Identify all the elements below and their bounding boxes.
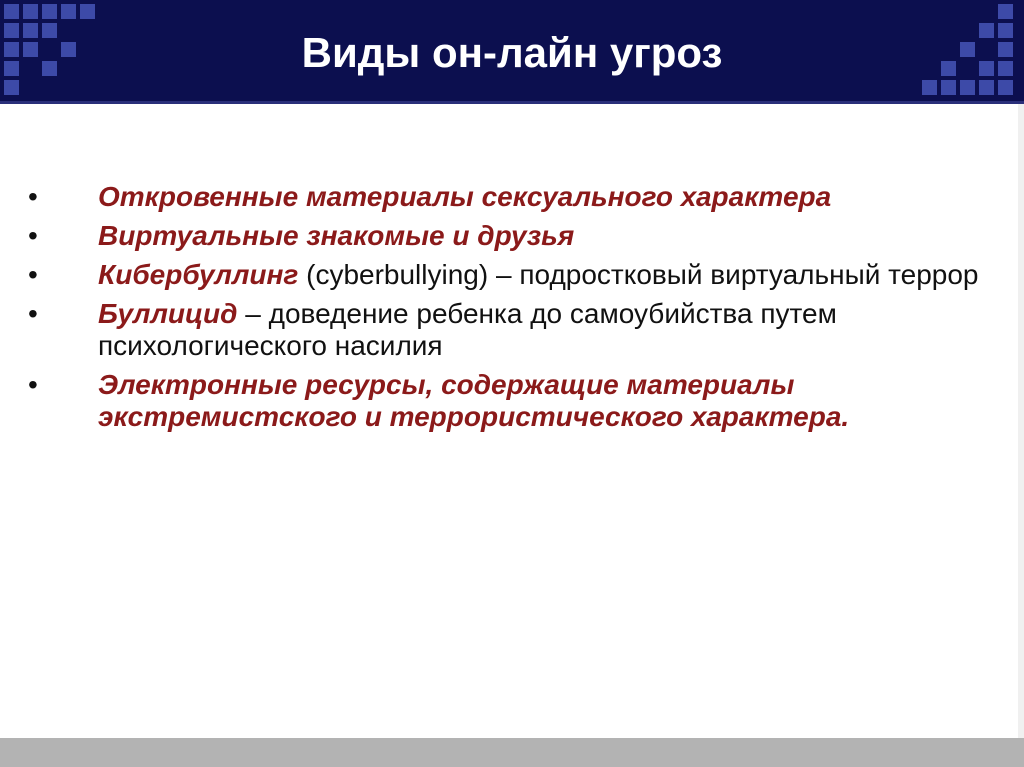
item-emphasis: Электронные ресурсы, содержащие материалы экстремистского и террористического характера. bbox=[98, 369, 850, 432]
bullet-list bbox=[28, 181, 988, 440]
decor-square bbox=[4, 4, 19, 19]
list-item bbox=[28, 259, 988, 291]
item-text: – доведение ребенка до самоубийства путем психологического насилия bbox=[98, 298, 837, 361]
decor-square bbox=[998, 80, 1013, 95]
bullet-marker: • bbox=[28, 369, 38, 400]
list-item bbox=[28, 220, 988, 252]
item-emphasis: Кибербуллинг bbox=[98, 259, 299, 290]
decor-square bbox=[998, 4, 1013, 19]
item-emphasis: Откровенные материалы сексуального характера bbox=[98, 181, 832, 212]
decor-square bbox=[922, 80, 937, 95]
bullet-marker: • bbox=[28, 181, 38, 212]
decor-square bbox=[42, 4, 57, 19]
item-emphasis: Буллицид bbox=[98, 298, 238, 329]
list-item bbox=[28, 181, 988, 213]
decor-square bbox=[4, 80, 19, 95]
footer-bar bbox=[0, 738, 1024, 767]
bullet-marker: • bbox=[28, 259, 38, 290]
slide-edge bbox=[1018, 104, 1024, 738]
header-bar bbox=[0, 0, 1024, 101]
decor-square bbox=[61, 4, 76, 19]
slide-title: Виды он-лайн угроз bbox=[301, 29, 723, 76]
list-item bbox=[28, 369, 988, 433]
item-text: (cyberbullying) – подростковый виртуальный террор bbox=[298, 259, 979, 290]
header-divider bbox=[0, 101, 1024, 104]
bullet-marker: • bbox=[28, 220, 38, 251]
decor-square bbox=[23, 4, 38, 19]
bullet-marker: • bbox=[28, 298, 38, 329]
decor-square bbox=[941, 80, 956, 95]
decor-square bbox=[979, 80, 994, 95]
decor-square bbox=[960, 80, 975, 95]
item-emphasis: Виртуальные знакомые и друзья bbox=[98, 220, 575, 251]
decor-square bbox=[80, 4, 95, 19]
list-item bbox=[28, 298, 988, 362]
